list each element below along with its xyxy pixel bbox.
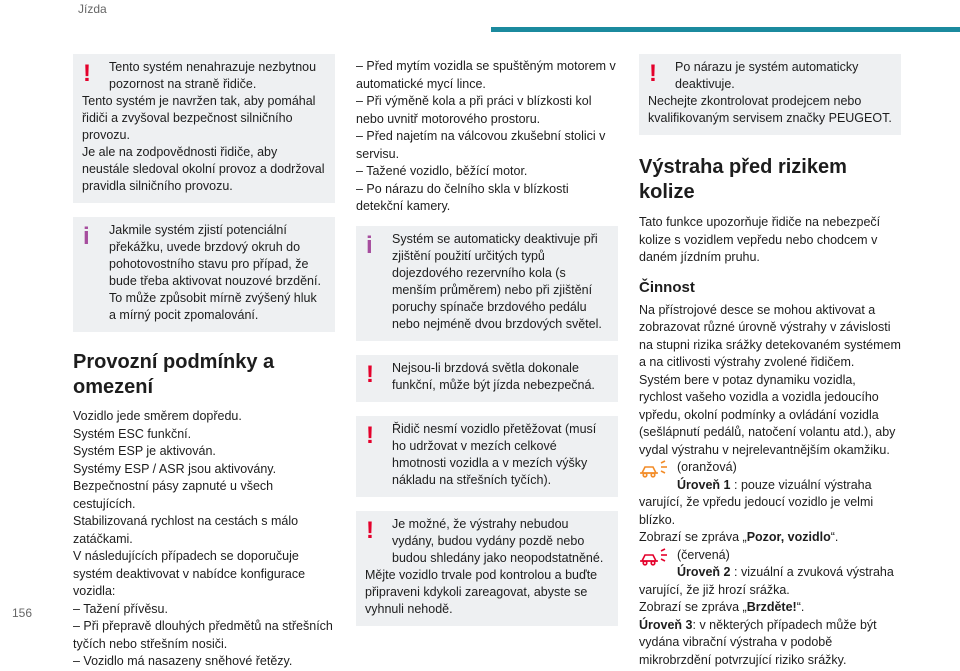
info-icon: i bbox=[366, 231, 373, 259]
collision-alert-orange-icon bbox=[639, 459, 671, 479]
list-item: – Tažené vozidlo, běžící motor. bbox=[356, 164, 528, 178]
level-2-message bbox=[639, 599, 901, 617]
column-1 bbox=[73, 54, 335, 671]
list-item: – Před najetím na válcovou zkušební stolici v servisu. bbox=[356, 129, 606, 161]
info-box-deactivation bbox=[356, 226, 618, 341]
intro-text: Tato funkce upozorňuje řidiče na nebezpečí kolize s vozidlem vepředu nebo chodcem v daném jízdním pruhu. bbox=[639, 215, 881, 264]
info-box-obstacle bbox=[73, 217, 335, 332]
level-1-block bbox=[639, 459, 901, 494]
paragraph: Na přístrojové desce se mohou aktivovat a zobrazovat různé úrovně výstrahy v závislosti na stupni rizika srážky detekovaném systémem a na citlivosti výstrahy zvolené řidičem. bbox=[639, 302, 901, 369]
warning-box-impact bbox=[639, 54, 901, 135]
condition-line: – Při přepravě dlouhých předmětů na střešních tyčích nebo střešním nosiči. bbox=[73, 619, 333, 651]
level-1-description: : pouze vizuální výstraha varující, že vpředu jedoucí vozidlo je velmi blízko. bbox=[639, 477, 874, 527]
condition-line: Stabilizovaná rychlost na cestách s málo zatáčkami. bbox=[73, 514, 299, 546]
condition-line: Systém ESC funkční. bbox=[73, 426, 192, 441]
level-3-label: Úroveň 3 bbox=[639, 617, 693, 632]
level-1-message bbox=[639, 529, 901, 547]
list-item: – Před mytím vozidla se spuštěným motorem v automatické mycí lince. bbox=[356, 59, 616, 91]
deactivation-list bbox=[356, 58, 618, 216]
warning-text: Nejsou-li brzdová světla dokonale funkční, může být jízda nebezpečná. bbox=[392, 360, 595, 392]
info-text: Jakmile systém zjistí potenciální překážku, uvede brzdový okruh do pohotovostního stavu pro případ, že bude třeba aktivovat nouzové brzdění. To může způsobit mírně zvýšený hluk a mírný pocit zpomalování. bbox=[109, 223, 321, 322]
level-2-description: : vizuální a zvuková výstraha varující, že již hrozí srážka. bbox=[639, 565, 894, 597]
warning-text-first: Tento systém nenahrazuje nezbytnou pozornost na straně řidiče. bbox=[109, 60, 317, 91]
warning-box-attention bbox=[73, 54, 335, 203]
warning-text-rest: Nechejte zkontrolovat prodejcem nebo kvalifikovaným servisem značky PEUGEOT. bbox=[648, 94, 892, 125]
level-2-color: (červená) bbox=[677, 547, 730, 562]
msg-text: Pozor, vozidlo bbox=[746, 530, 831, 544]
condition-line: V následujících případech se doporučuje systém deaktivovat v nabídce konfigurace vozidla: bbox=[73, 549, 306, 598]
list-item: – Po nárazu do čelního skla v blízkosti detekční kamery. bbox=[356, 181, 569, 213]
level-1-label: Úroveň 1 bbox=[677, 477, 731, 492]
warning-text-rest: Mějte vozidlo trvale pod kontrolou a buďte připraveni kdykoli zareagovat, abyste se vyhnuli nehodě. bbox=[365, 567, 598, 616]
warning-icon: ! bbox=[83, 60, 91, 87]
msg-text: Brzděte! bbox=[746, 600, 797, 614]
header-title: Jízda bbox=[78, 2, 107, 16]
warning-text-rest: Tento systém je navržen tak, aby pomáhal řidiči a zvyšoval bezpečnost silničního provozu. bbox=[82, 94, 316, 142]
paragraph: Systém bere v potaz dynamiku vozidla, rychlost vašeho vozidla a vozidla jedoucího vpředu, okolní podmínky a ovládání vozidla (sešlápnutí pedálů, natočení volantu atd.), aby vydal výstrahu v nejrelevantnějším okamžiku. bbox=[639, 372, 896, 457]
section-title-conditions: Provozní podmínky a omezení bbox=[73, 351, 275, 398]
msg-suffix: “. bbox=[796, 600, 805, 614]
condition-line: Systém ESP je aktivován. bbox=[73, 444, 216, 458]
column-3 bbox=[639, 54, 901, 669]
condition-line: – Vozidlo má nasazeny sněhové řetězy. bbox=[73, 654, 293, 668]
condition-line: Systémy ESP / ASR jsou aktivovány. bbox=[73, 461, 277, 476]
info-icon: i bbox=[83, 223, 90, 250]
list-item: – Při výměně kola a při práci v blízkosti kol nebo uvnitř motorového prostoru. bbox=[356, 94, 592, 126]
header-accent-bar bbox=[491, 27, 960, 32]
level-3-desc: : v některých případech může být vydána vibrační výstraha v podobě mikrobrzdění potvrzující riziko srážky. bbox=[639, 617, 877, 667]
msg-suffix: “. bbox=[830, 530, 839, 544]
column-2 bbox=[356, 58, 618, 640]
level-2-block bbox=[639, 547, 901, 582]
level-2-heading bbox=[639, 564, 901, 582]
warning-text-first: Po nárazu je systém automaticky deaktivuje. bbox=[675, 60, 859, 91]
condition-line: Bezpečnostní pásy zapnuté u všech cestujících. bbox=[73, 479, 274, 511]
collision-alert-red-icon bbox=[639, 547, 671, 567]
warning-icon: ! bbox=[366, 360, 374, 388]
warning-icon: ! bbox=[366, 421, 374, 449]
level-3-paragraph bbox=[639, 617, 901, 670]
warning-box-late-alerts bbox=[356, 511, 618, 626]
level-1-color: (oranžová) bbox=[677, 460, 737, 474]
section-title-collision: Výstraha před rizikem kolize bbox=[639, 156, 847, 203]
info-text: Systém se automaticky deaktivuje při zjištění použití určitých typů dojezdového rezervního kola (s menším průměrem) nebo při zjištění poruchy spínače brzdového pedálu nebo nejméně dvou brzdových světel. bbox=[392, 231, 602, 331]
msg-prefix: Zobrazí se zpráva „ bbox=[639, 530, 747, 544]
warning-text-first: Je možné, že výstrahy nebudou vydány, budou vydány pozdě nebo budou shledány jako neopodstatněné. bbox=[392, 516, 604, 565]
level-1-heading bbox=[639, 477, 901, 495]
page-number: 156 bbox=[12, 606, 33, 620]
warning-box-overload bbox=[356, 416, 618, 497]
warning-icon: ! bbox=[366, 516, 374, 544]
condition-line: Vozidlo jede směrem dopředu. bbox=[73, 409, 242, 423]
subsection-title-operation: Činnost bbox=[639, 278, 695, 296]
warning-text: Řidič nesmí vozidlo přetěžovat (musí ho udržovat v mezích celkové hmotnosti vozidla a v mezích výšky nákladu na střešních tyčích). bbox=[392, 421, 597, 487]
warning-icon: ! bbox=[649, 60, 657, 87]
msg-prefix: Zobrazí se zpráva „ bbox=[639, 600, 747, 614]
condition-line: – Tažení přívěsu. bbox=[73, 601, 168, 616]
warning-box-brake-lights bbox=[356, 355, 618, 402]
warning-text-rest2: Je ale na zodpovědnosti řidiče, aby neustále sledoval okolní provoz a dodržoval pravidla silničního provozu. bbox=[82, 145, 325, 193]
level-2-label: Úroveň 2 bbox=[677, 565, 731, 579]
